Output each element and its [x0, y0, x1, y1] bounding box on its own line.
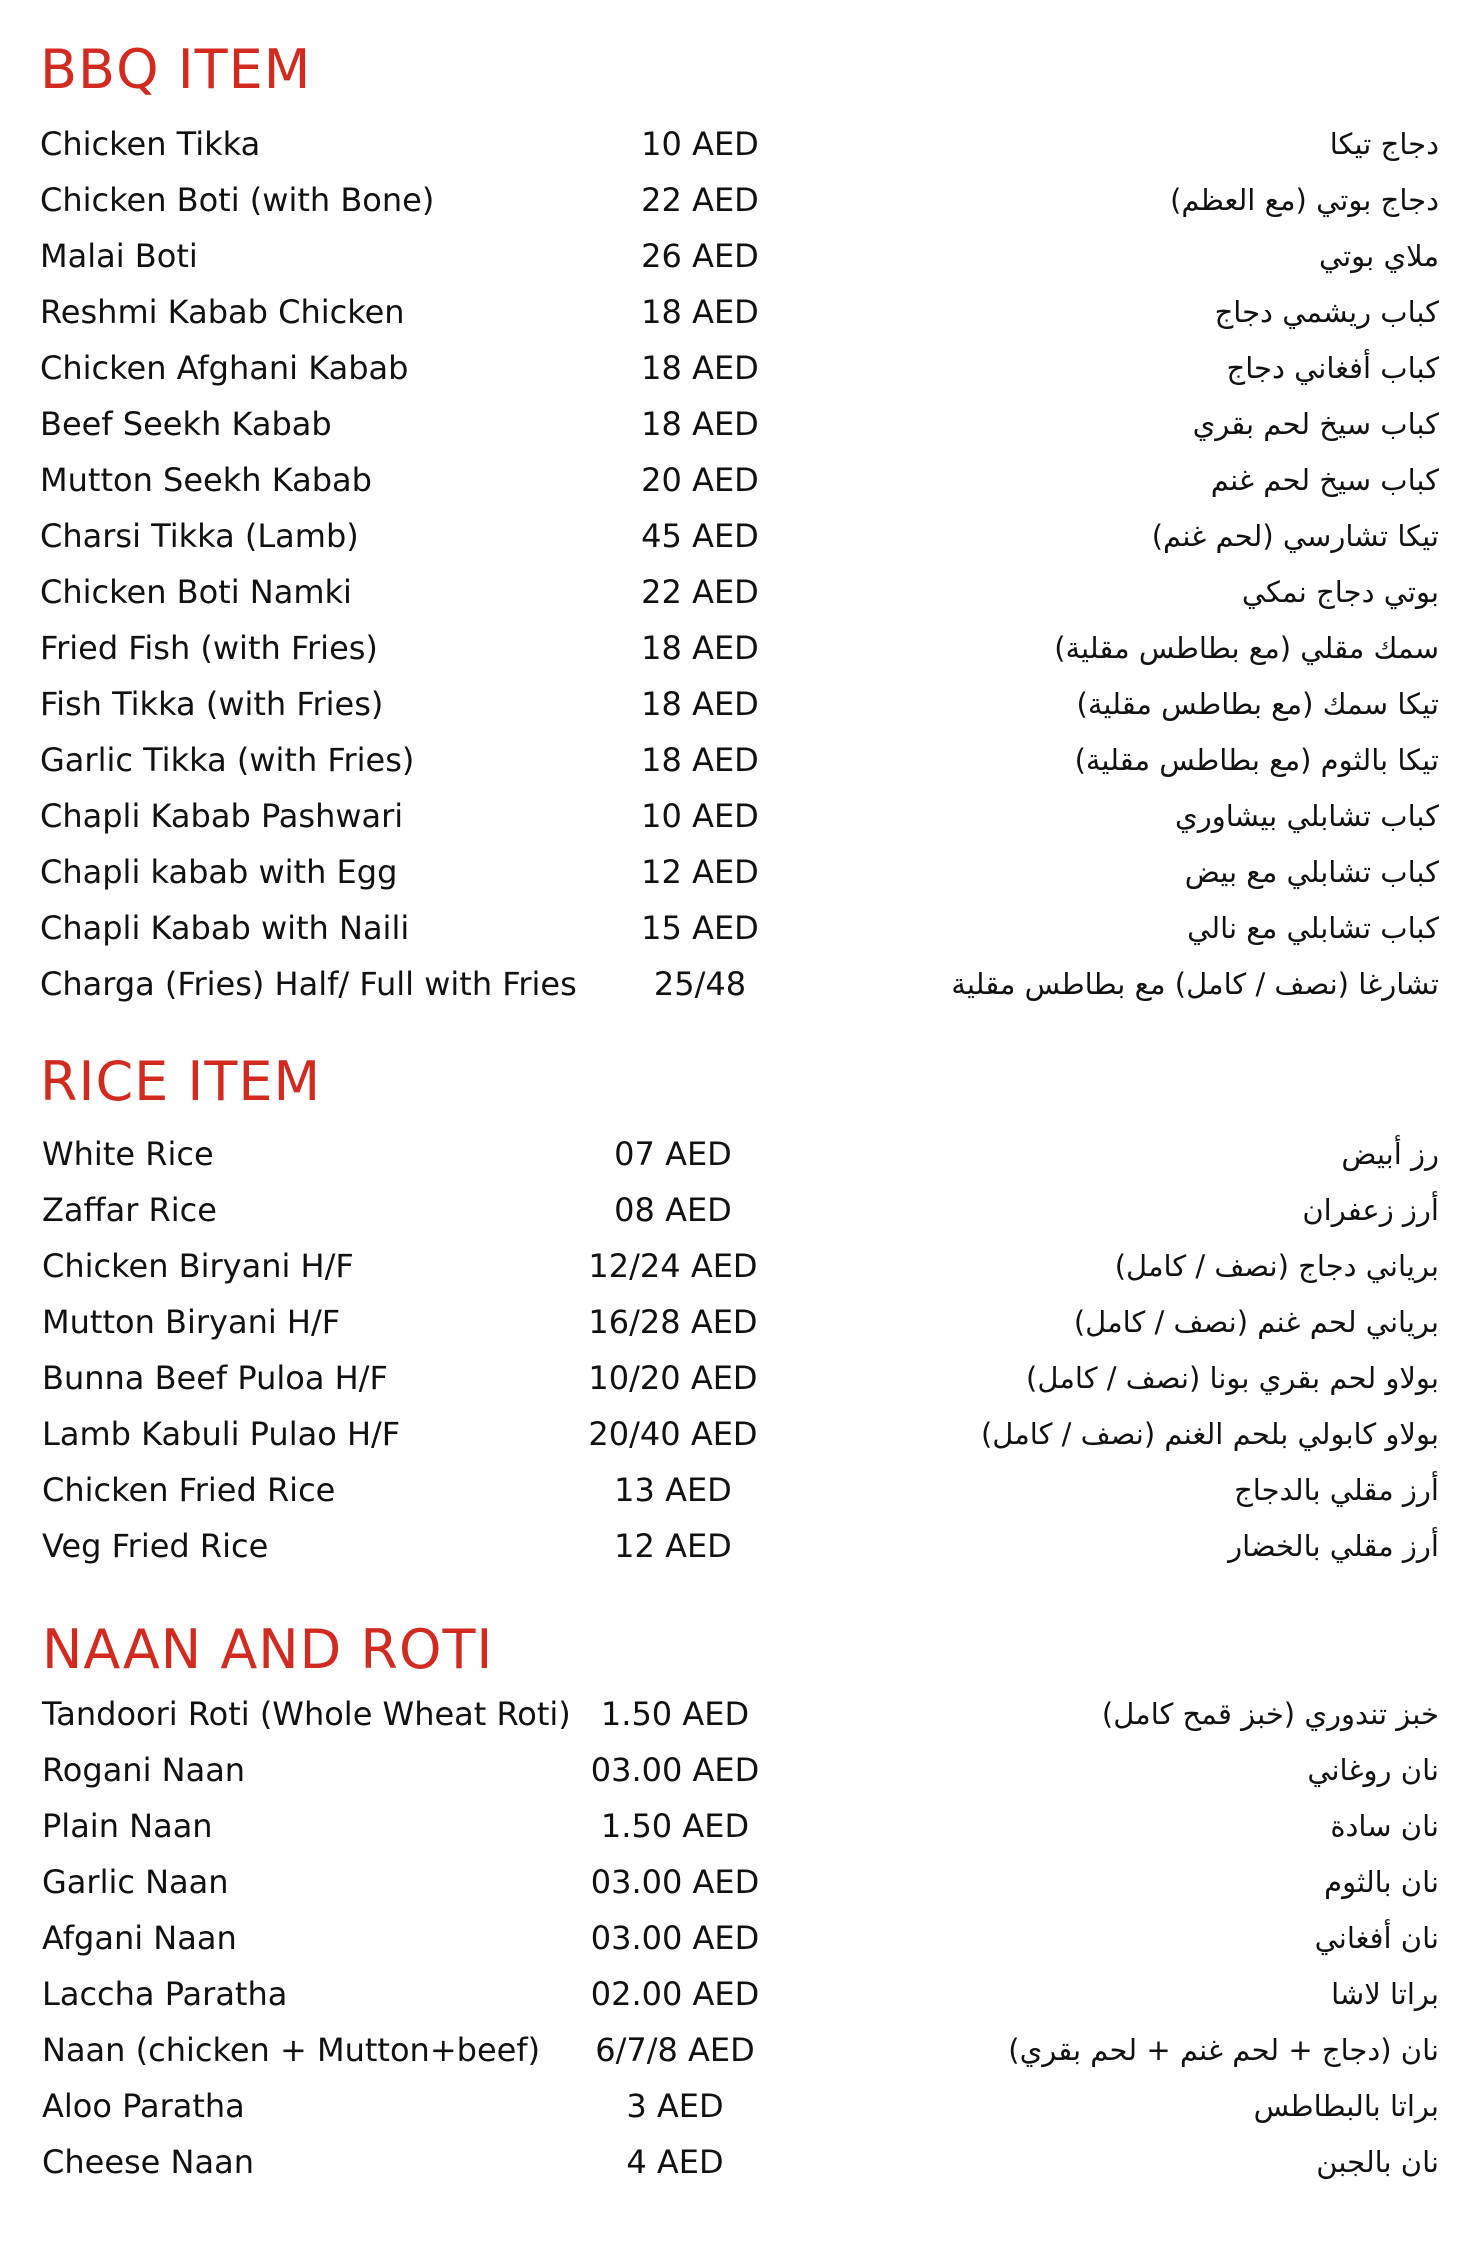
menu-row [0, 1352, 1483, 1408]
item-name: Bunna Beef Puloa H/F [42, 1359, 388, 1397]
item-price: 18 AED [641, 349, 759, 387]
menu-row [0, 2136, 1483, 2192]
menu-row [0, 1744, 1483, 1800]
item-arabic: كباب تشابلي مع بيض [1184, 855, 1439, 889]
item-price: 20 AED [641, 461, 759, 499]
item-arabic: تشارغا (نصف / كامل) مع بطاطس مقلية [951, 967, 1439, 1001]
item-arabic: تيكا بالثوم (مع بطاطس مقلية) [1074, 743, 1439, 777]
item-name: Rogani Naan [42, 1751, 246, 1789]
item-name: Plain Naan [42, 1807, 213, 1845]
item-arabic: رز أبيض [1341, 1137, 1439, 1171]
item-name: Garlic Naan [42, 1863, 229, 1901]
menu-row [0, 454, 1483, 510]
item-name: Chicken Afghani Kabab [40, 349, 409, 387]
item-price: 26 AED [641, 237, 759, 275]
item-arabic: كباب تشابلي مع نالي [1187, 911, 1439, 945]
item-arabic: كباب سيخ لحم غنم [1210, 463, 1439, 497]
item-price: 03.00 AED [590, 1919, 760, 1957]
item-name: Chicken Boti Namki [40, 573, 352, 611]
item-price: 22 AED [641, 181, 759, 219]
item-name: Malai Boti [40, 237, 198, 275]
item-arabic: كباب تشابلي بيشاوري [1175, 799, 1439, 833]
item-name: Afgani Naan [42, 1919, 237, 1957]
item-price: 08 AED [614, 1191, 732, 1229]
item-name: Chapli Kabab with Naili [40, 909, 410, 947]
item-name: Cheese Naan [42, 2143, 254, 2181]
item-price: 4 AED [626, 2143, 724, 2181]
section-title-naan-roti: NAAN AND ROTI [42, 1618, 494, 1681]
item-price: 3 AED [626, 2087, 724, 2125]
item-name: Veg Fried Rice [42, 1527, 269, 1565]
menu-row [0, 398, 1483, 454]
item-arabic: برياني دجاج (نصف / كامل) [1114, 1249, 1439, 1283]
item-arabic: دجاج بوتي (مع العظم) [1170, 183, 1439, 217]
item-arabic: براتا لاشا [1331, 1977, 1439, 2011]
item-arabic: تيكا تشارسي (لحم غنم) [1151, 519, 1439, 553]
menu-row [0, 790, 1483, 846]
item-price: 16/28 AED [588, 1303, 758, 1341]
item-arabic: أرز مقلي بالدجاج [1234, 1473, 1439, 1507]
item-price: 18 AED [641, 405, 759, 443]
item-price: 25/48 [653, 965, 747, 1003]
menu-row [0, 1968, 1483, 2024]
menu-row [0, 1184, 1483, 1240]
item-price: 12 AED [614, 1527, 732, 1565]
item-name: Laccha Paratha [42, 1975, 288, 2013]
menu-row [0, 622, 1483, 678]
menu-row [0, 1856, 1483, 1912]
item-name: Beef Seekh Kabab [40, 405, 332, 443]
item-name: Lamb Kabuli Pulao H/F [42, 1415, 401, 1453]
item-price: 22 AED [641, 573, 759, 611]
menu-row [0, 1240, 1483, 1296]
item-name: Tandoori Roti (Whole Wheat Roti) [42, 1695, 571, 1733]
menu-row [0, 230, 1483, 286]
item-price: 18 AED [641, 741, 759, 779]
menu-row [0, 1912, 1483, 1968]
item-price: 10 AED [641, 797, 759, 835]
menu-row [0, 566, 1483, 622]
menu-row [0, 1464, 1483, 1520]
item-arabic: كباب ريشمي دجاج [1214, 295, 1439, 329]
menu-row [0, 1296, 1483, 1352]
item-name: Reshmi Kabab Chicken [40, 293, 405, 331]
item-price: 45 AED [641, 517, 759, 555]
item-price: 03.00 AED [590, 1751, 760, 1789]
menu-row [0, 902, 1483, 958]
item-price: 18 AED [641, 629, 759, 667]
item-arabic: نان روغاني [1307, 1753, 1439, 1787]
item-name: Garlic Tikka (with Fries) [40, 741, 415, 779]
menu-row [0, 1520, 1483, 1576]
item-arabic: نان بالجبن [1316, 2145, 1439, 2179]
menu-row [0, 118, 1483, 174]
menu-row [0, 1800, 1483, 1856]
item-name: Chicken Biryani H/F [42, 1247, 354, 1285]
item-name: Chicken Fried Rice [42, 1471, 336, 1509]
item-name: Chapli Kabab Pashwari [40, 797, 404, 835]
item-arabic: أرز زعفران [1302, 1193, 1439, 1227]
item-price: 18 AED [641, 293, 759, 331]
menu-row [0, 734, 1483, 790]
item-price: 10/20 AED [588, 1359, 758, 1397]
menu-row [0, 174, 1483, 230]
menu-row [0, 1688, 1483, 1744]
item-arabic: خبز تندوري (خبز قمح كامل) [1101, 1697, 1439, 1731]
item-price: 13 AED [614, 1471, 732, 1509]
menu-row [0, 510, 1483, 566]
item-price: 10 AED [641, 125, 759, 163]
item-arabic: براتا بالبطاطس [1253, 2089, 1439, 2123]
item-name: Fish Tikka (with Fries) [40, 685, 384, 723]
item-price: 1.50 AED [600, 1807, 750, 1845]
item-name: Aloo Paratha [42, 2087, 245, 2125]
item-arabic: تيكا سمك (مع بطاطس مقلية) [1076, 687, 1439, 721]
item-price: 18 AED [641, 685, 759, 723]
item-price: 12 AED [641, 853, 759, 891]
item-arabic: ملاي بوتي [1318, 239, 1439, 273]
item-name: Mutton Seekh Kabab [40, 461, 372, 499]
item-price: 02.00 AED [590, 1975, 760, 2013]
menu-row [0, 1128, 1483, 1184]
item-name: Charga (Fries) Half/ Full with Fries [40, 965, 577, 1003]
item-price: 12/24 AED [588, 1247, 758, 1285]
menu-row [0, 678, 1483, 734]
item-arabic: بولاو لحم بقري بونا (نصف / كامل) [1026, 1361, 1439, 1395]
item-name: Fried Fish (with Fries) [40, 629, 378, 667]
menu-row [0, 1408, 1483, 1464]
menu-row [0, 2080, 1483, 2136]
menu-row [0, 286, 1483, 342]
item-price: 15 AED [641, 909, 759, 947]
item-name: Charsi Tikka (Lamb) [40, 517, 359, 555]
item-price: 03.00 AED [590, 1863, 760, 1901]
item-arabic: نان سادة [1330, 1809, 1439, 1843]
item-arabic: بوتي دجاج نمكي [1241, 575, 1439, 609]
item-name: White Rice [42, 1135, 214, 1173]
item-arabic: نان أفغاني [1314, 1921, 1439, 1955]
item-price: 1.50 AED [600, 1695, 750, 1733]
item-arabic: دجاج تيكا [1329, 127, 1439, 161]
item-price: 6/7/8 AED [595, 2031, 755, 2069]
item-arabic: نان (دجاج + لحم غنم + لحم بقري) [1008, 2033, 1439, 2067]
item-name: Chapli kabab with Egg [40, 853, 398, 891]
item-name: Mutton Biryani H/F [42, 1303, 341, 1341]
item-name: Zaffar Rice [42, 1191, 217, 1229]
item-price: 07 AED [614, 1135, 732, 1173]
item-name: Chicken Boti (with Bone) [40, 181, 435, 219]
item-price: 20/40 AED [588, 1415, 758, 1453]
section-title-bbq: BBQ ITEM [40, 38, 312, 101]
item-arabic: بولاو كابولي بلحم الغنم (نصف / كامل) [980, 1417, 1439, 1451]
item-arabic: كباب سيخ لحم بقري [1192, 407, 1439, 441]
item-arabic: سمك مقلي (مع بطاطس مقلية) [1054, 631, 1439, 665]
menu-row [0, 958, 1483, 1014]
item-name: Chicken Tikka [40, 125, 261, 163]
menu-row [0, 846, 1483, 902]
menu-row [0, 2024, 1483, 2080]
item-arabic: نان بالثوم [1324, 1865, 1439, 1899]
item-arabic: برياني لحم غنم (نصف / كامل) [1073, 1305, 1439, 1339]
item-arabic: كباب أفغاني دجاج [1226, 351, 1439, 385]
menu-row [0, 342, 1483, 398]
section-title-rice: RICE ITEM [40, 1050, 322, 1113]
item-name: Naan (chicken + Mutton+beef) [42, 2031, 541, 2069]
item-arabic: أرز مقلي بالخضار [1228, 1529, 1439, 1563]
